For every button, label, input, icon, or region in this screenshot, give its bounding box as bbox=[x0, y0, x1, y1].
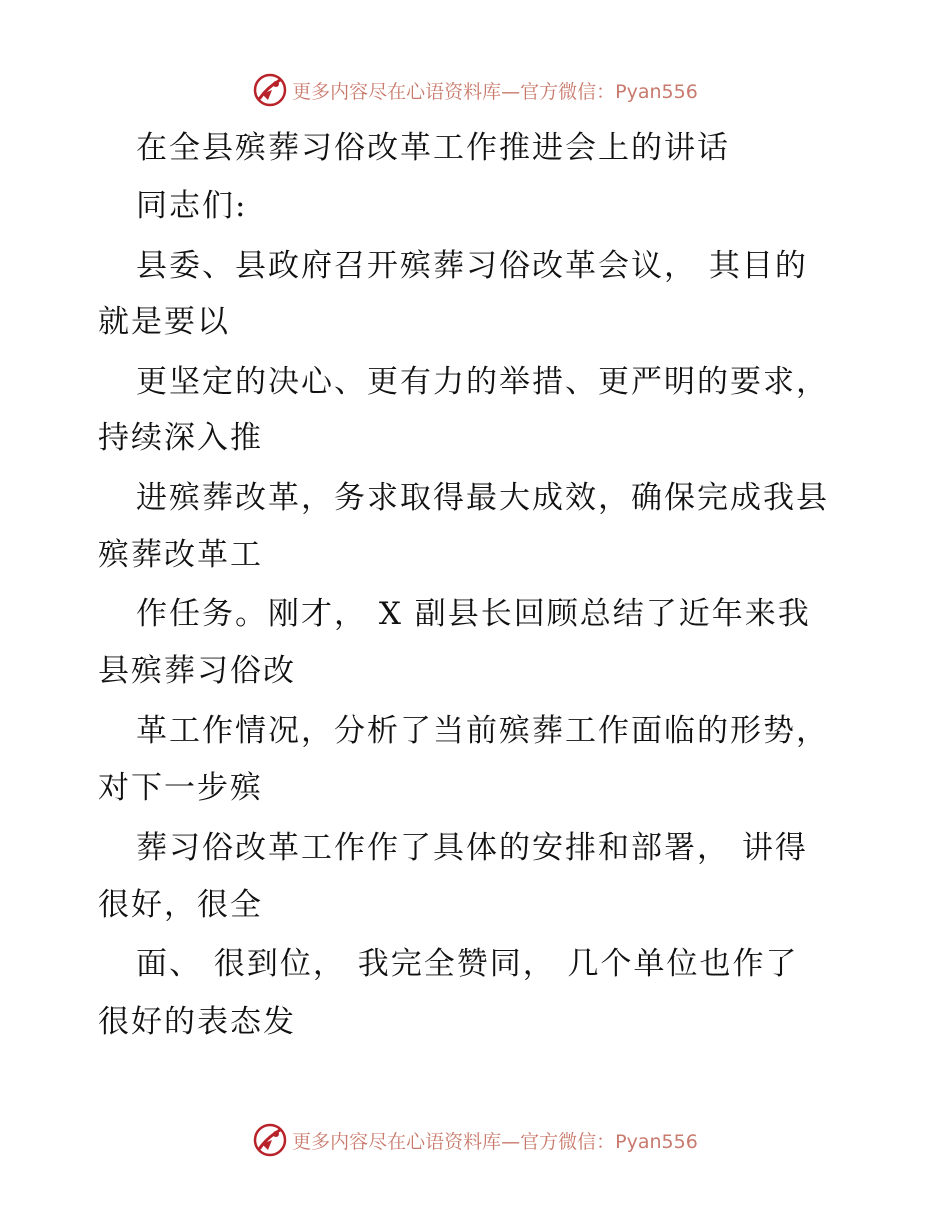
watermark-label: 更多内容尽在心语资料库—官方微信： bbox=[292, 1130, 616, 1153]
watermark-label: 更多内容尽在心语资料库—官方微信： bbox=[292, 80, 616, 103]
watermark-handle: Pyan556 bbox=[615, 80, 698, 103]
paragraph-line: 进殡葬改革，务求取得最大成效，确保完成我县 bbox=[136, 480, 829, 516]
paragraph-line: 很好，很全 bbox=[98, 887, 263, 923]
paragraph-line: 革工作情况，分析了当前殡葬工作面临的形势， bbox=[136, 713, 829, 749]
paragraph-line: 持续深入推 bbox=[98, 420, 263, 456]
paragraph-line: 面、 很到位， 我完全赞同， 几个单位也作了 bbox=[136, 946, 799, 982]
watermark-text bbox=[292, 1127, 698, 1154]
red-pen-logo-icon bbox=[252, 1122, 288, 1158]
watermark-text bbox=[292, 77, 698, 104]
footer-watermark bbox=[0, 1120, 950, 1160]
paragraph-line: 作任务。刚才， X 副县长回顾总结了近年来我 bbox=[136, 596, 811, 632]
document-title: 在全县殡葬习俗改革工作推进会上的讲话 bbox=[136, 130, 730, 166]
paragraph-line: 县殡葬习俗改 bbox=[98, 653, 296, 689]
red-pen-logo-icon bbox=[252, 72, 288, 108]
paragraph-line: 对下一步殡 bbox=[98, 770, 263, 806]
paragraph-line: 殡葬改革工 bbox=[98, 537, 263, 573]
paragraph-line: 更坚定的决心、更有力的举措、更严明的要求， bbox=[136, 364, 829, 400]
paragraph-line: 就是要以 bbox=[98, 304, 230, 340]
paragraph-line: 葬习俗改革工作作了具体的安排和部署， 讲得 bbox=[136, 830, 808, 866]
watermark-handle: Pyan556 bbox=[615, 1130, 698, 1153]
salutation: 同志们: bbox=[136, 188, 248, 224]
paragraph-line: 县委、县政府召开殡葬习俗改革会议， 其目的 bbox=[136, 248, 808, 284]
paragraph-line: 很好的表态发 bbox=[98, 1004, 296, 1040]
header-watermark bbox=[0, 70, 950, 110]
